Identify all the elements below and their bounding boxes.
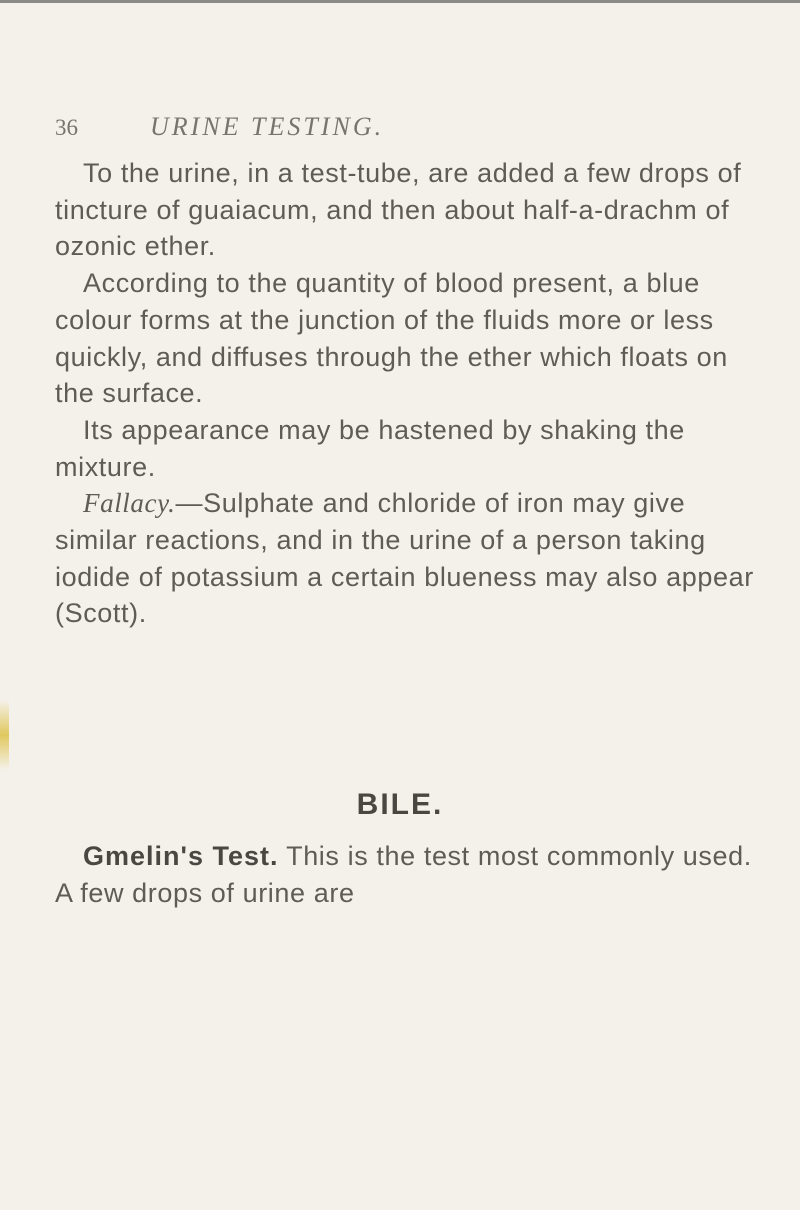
gmelin-test-name: Gmelin's Test. — [83, 841, 279, 871]
bile-test-text — [55, 838, 755, 911]
fallacy-label: Fallacy. — [83, 488, 176, 519]
paragraph-shaking: Its appearance may be hastened by shaking the mixture. — [55, 414, 685, 482]
top-page-edge — [0, 0, 800, 3]
running-title: URINE TESTING. — [150, 112, 385, 141]
blood-test-text — [55, 155, 755, 632]
paragraph-guaiacum: To the urine, in a test-tube, are added a few drops of tincture of guaiacum, and then about half-a-drachm of ozonic ether. — [55, 158, 742, 262]
fallacy-text: —Sulphate and chloride of iron may give similar reactions, and in the urine of a person taking iodide of potassium a certain blueness may also appear (Scott). — [55, 488, 754, 629]
paragraph-gmelin — [55, 838, 755, 911]
gmelin-test-text: This is the test most commonly used. A few drops of urine are — [55, 841, 752, 908]
paragraph-fallacy — [55, 485, 755, 632]
page-number: 36 — [55, 115, 78, 140]
page-stain — [0, 700, 9, 770]
section-title-bile: BILE. — [356, 788, 444, 821]
paragraph-blue-colour: According to the quantity of blood present, a blue colour forms at the junction of the fluids more or less quickly, and diffuses through the ether which floats on the surface. — [55, 268, 728, 409]
